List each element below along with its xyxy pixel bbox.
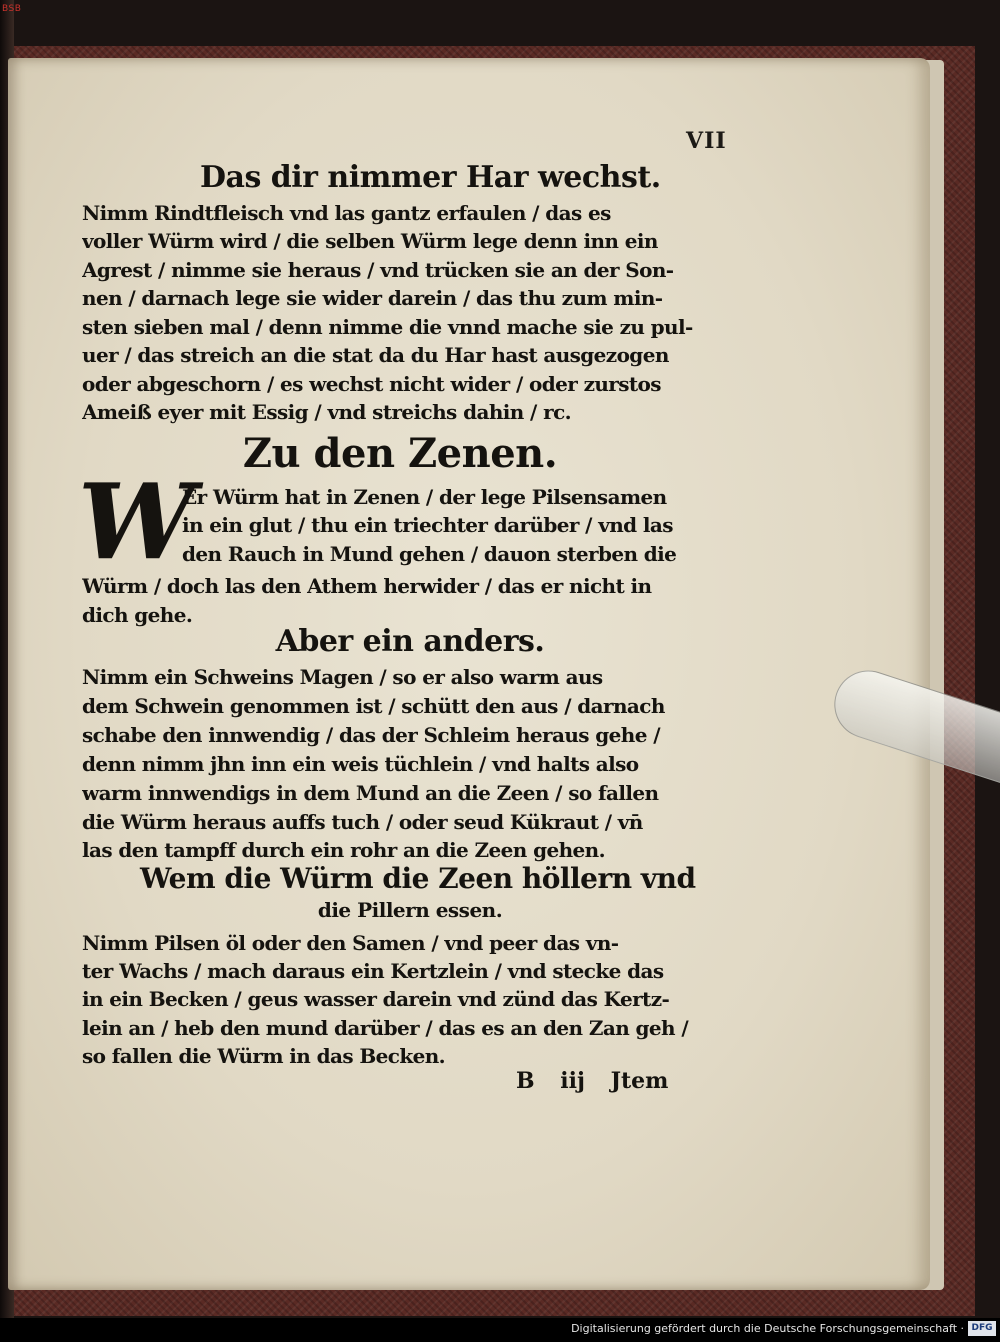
text-line: dich gehe. (82, 603, 193, 627)
text-line: Nimm Rindtfleisch vnd las gantz erfaulen / das es (82, 201, 611, 225)
folio-number: VII (686, 128, 727, 154)
funding-notice: Digitalisierung gefördert durch die Deutsche Forschungsgemeinschaft · (571, 1322, 964, 1335)
text-line: denn nimm jhn inn ein weis tüchlein / vnd halts also (82, 752, 639, 776)
text-line: Nimm Pilsen öl oder den Samen / vnd peer das vn- (82, 931, 619, 955)
text-line: dem Schwein genommen ist / schütt den aus / darnach (82, 694, 665, 718)
text-line: uer / das streich an die stat da du Har hast ausgezogen (82, 343, 669, 367)
section-heading: Wem die Würm die Zeen höllern vnd (140, 862, 696, 895)
text-line: den Rauch in Mund gehen / dauon sterben die (182, 542, 677, 566)
text-line: in ein glut / thu ein triechter darüber / vnd las (182, 513, 673, 537)
text-line: die Würm heraus auffs tuch / oder seud Kükraut / vn̄ (82, 810, 643, 834)
text-line: Er Würm hat in Zenen / der lege Pilsensamen (182, 485, 667, 509)
text-line: Agrest / nimme sie heraus / vnd trücken sie an der Son- (82, 258, 674, 282)
text-line: las den tampff durch ein rohr an die Zeen gehen. (82, 838, 605, 862)
library-watermark: BSB (2, 4, 22, 14)
text-line: Ameiß eyer mit Essig / vnd streichs dahin / rc. (82, 400, 572, 424)
text-line: oder abgeschorn / es wechst nicht wider / oder zurstos (82, 372, 661, 396)
text-line: ter Wachs / mach daraus ein Kertzlein / vnd stecke das (82, 959, 664, 983)
signature-catchword: B iij Jtem (516, 1068, 669, 1094)
section-heading: Aber ein anders. (275, 624, 545, 659)
dfg-logo: DFG (968, 1321, 996, 1336)
text-line: sten sieben mal / denn nimme die vnnd mache sie zu pul- (82, 315, 693, 339)
text-line: so fallen die Würm in das Becken. (82, 1044, 446, 1068)
section-heading: Das dir nimmer Har wechst. (200, 160, 661, 195)
text-line: warm innwendigs in dem Mund an die Zeen / so fallen (82, 781, 659, 805)
text-line: in ein Becken / geus wasser darein vnd zünd das Kertz- (82, 987, 670, 1011)
text-line: Würm / doch las den Athem herwider / das er nicht in (82, 574, 652, 598)
text-line: schabe den innwendig / das der Schleim heraus gehe / (82, 723, 660, 747)
text-line: voller Würm wird / die selben Würm lege denn inn ein (82, 229, 658, 253)
text-line: nen / darnach lege sie wider darein / das thu zum min- (82, 286, 663, 310)
section-subheading: die Pillern essen. (317, 898, 503, 922)
text-line: Nimm ein Schweins Magen / so er also warm aus (82, 665, 603, 689)
drop-capital: W (78, 460, 195, 583)
text-line: lein an / heb den mund darüber / das es an den Zan geh / (82, 1016, 689, 1040)
section-heading: Zu den Zenen. (242, 430, 558, 477)
